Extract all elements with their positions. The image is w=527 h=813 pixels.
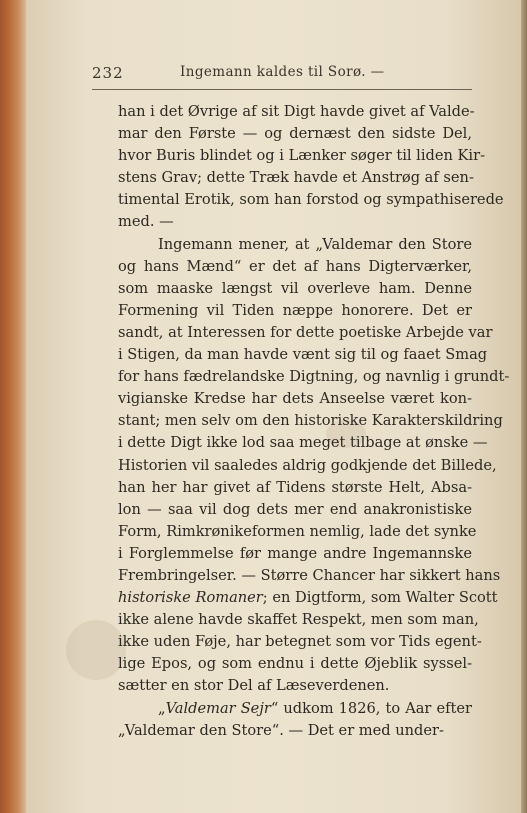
page-header — [92, 60, 472, 84]
text-line: „Valdemar Sejr“ udkom 1826, to Aar efter — [158, 699, 472, 717]
body-text — [118, 101, 510, 742]
text-line: sandt, at Interessen for dette poetiske Arbejde var — [118, 323, 493, 341]
text-line: hvor Buris blindet og i Lænker søger til liden Kir- — [118, 147, 486, 165]
text-line: Ingemann mener, at „Valdemar den Store — [158, 235, 472, 253]
text-line: Frembringelser. — Større Chancer har sikkert hans — [118, 566, 501, 584]
text-line: lige Epos, og som endnu i dette Øjeblik syssel- — [118, 655, 472, 673]
text-line: ikke uden Føje, har betegnet som vor Tids egent- — [118, 633, 482, 651]
text-line: timental Erotik, som han forstod og sympathiserede — [118, 191, 504, 209]
text-line: for hans fædrelandske Digtning, og navnlig i grundt- — [118, 368, 510, 386]
page-number: 232 — [92, 64, 124, 82]
text-line: han her har givet af Tidens største Helt, Absa- — [118, 478, 472, 496]
text-line: han i det Øvrige af sit Digt havde givet af Valde- — [118, 103, 475, 120]
text-line: mar den Første — og dernæst den sidste Del, — [118, 125, 472, 143]
text-line: i dette Digt ikke lod saa meget tilbage at ønske — — [118, 434, 488, 452]
text-line: lon — saa vil dog dets mer end anakronistiske — [118, 500, 472, 518]
text-line: og hans Mænd“ er det af hans Digterværker, — [118, 257, 472, 275]
text-line: vigianske Kredse har dets Anseelse været kon- — [118, 390, 472, 408]
header-rule — [92, 89, 472, 90]
text-line: ikke alene havde skaffet Respekt, men som man, — [118, 611, 479, 629]
text-line: Form, Rimkrønikeformen nemlig, lade det synke — [118, 522, 477, 540]
running-head: Ingemann kaldes til Sorø. — — [180, 64, 385, 80]
text-line: „Valdemar den Store“. — Det er med under- — [118, 721, 444, 739]
text-line: som maaske længst vil overleve ham. Denne — [118, 279, 472, 297]
text-line: stant; men selv om den historiske Karakterskildring — [118, 412, 503, 430]
text-line: med. — — [118, 213, 174, 231]
page-edge — [521, 0, 527, 813]
paper-stain — [66, 620, 126, 680]
text-line: sætter en stor Del af Læseverdenen. — [118, 677, 390, 695]
text-line: historiske Romaner; en Digtform, som Walter Scott — [118, 589, 498, 607]
text-line: Formening vil Tiden næppe honorere. Det er — [118, 301, 472, 319]
text-line: i Forglemmelse før mange andre Ingemannske — [118, 544, 472, 562]
text-line: i Stigen, da man havde vænt sig til og faaet Smag — [118, 346, 488, 364]
text-line: stens Grav; dette Træk havde et Anstrøg af sen- — [118, 169, 474, 187]
text-line: Historien vil saaledes aldrig godkjende det Billede, — [118, 456, 497, 474]
book-spine-edge — [0, 0, 26, 813]
